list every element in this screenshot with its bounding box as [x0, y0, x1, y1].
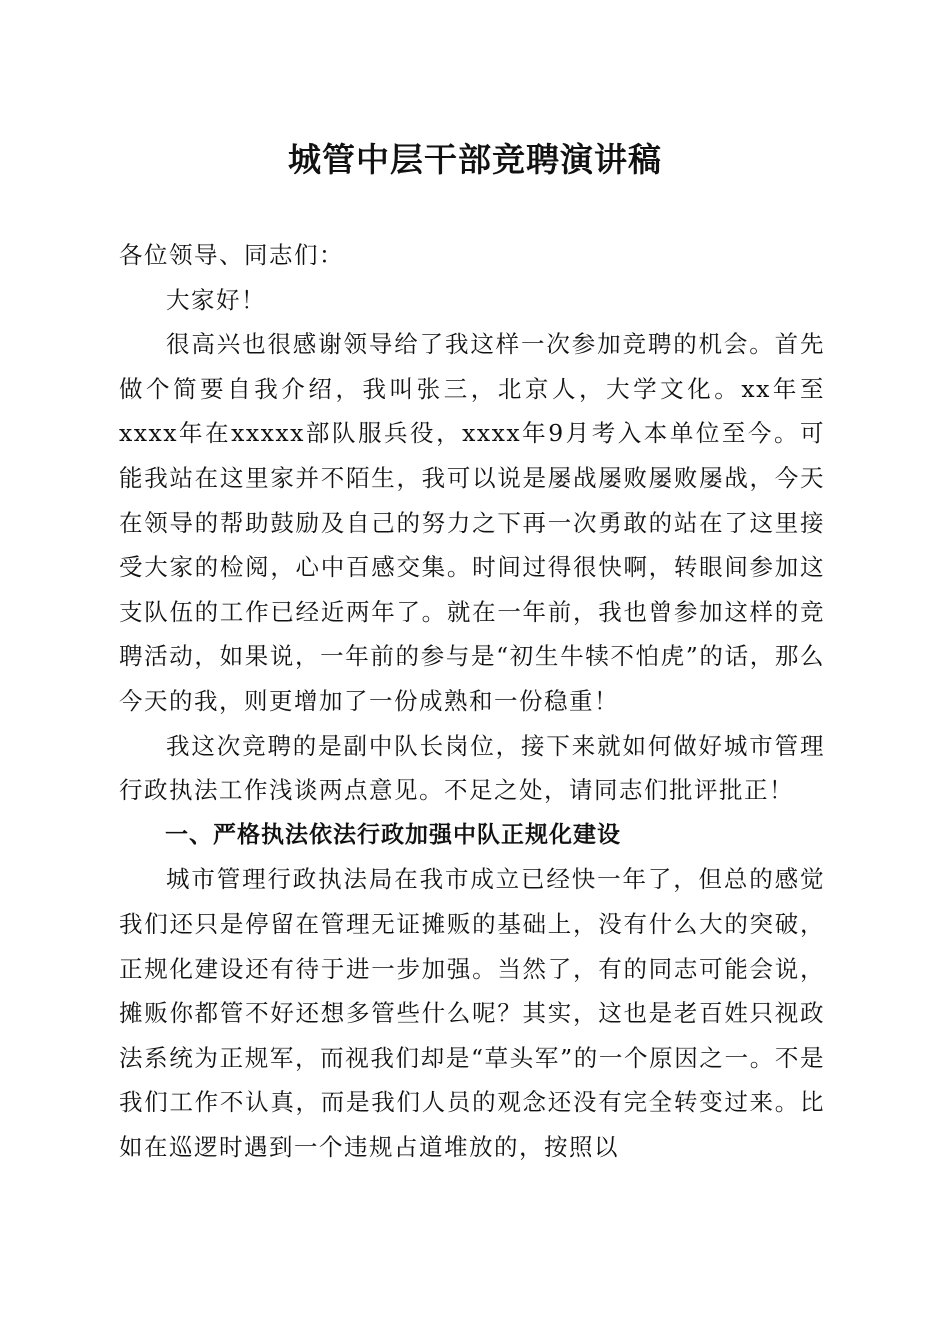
document-body: [119, 233, 825, 1169]
paragraph-intro: 很高兴也很感谢领导给了我这样一次参加竞聘的机会。首先做个简要自我介绍，我叫张三，北京人，大学文化。xx年至xxxx年在xxxxx部队服兵役，xxxx年9月考入本单位至今。可能我站在这里家并不陌生，我可以说是屡战屡败屡败屡战，今天在领导的帮助鼓励及自己的努力之下再一次勇敢的站在了这里接受大家的检阅，心中百感交集。时间过得很快啊，转眼间参加这支队伍的工作已经近两年了。就在一年前，我也曾参加这样的竞聘活动，如果说，一年前的参与是“初生牛犊不怕虎”的话，那么今天的我，则更增加了一份成熟和一份稳重！: [119, 330, 825, 715]
document-title: 城管中层干部竞聘演讲稿: [288, 140, 662, 179]
section-paragraph: 城市管理行政执法局在我市成立已经快一年了，但总的感觉我们还只是停留在管理无证摊贩的基础上，没有什么大的突破，正规化建设还有待于进一步加强。当然了，有的同志可能会说，摊贩你都管不好还想多管些什么呢？其实，这也是老百姓只视政法系统为正规军，而视我们却是“草头军”的一个原因之一。不是我们工作不认真，而是我们人员的观念还没有完全转变过来。比如在巡逻时遇到一个违规占道堆放的，按照以: [119, 865, 825, 1161]
section-heading: 一、严格执法依法行政加强中队正规化建设: [165, 821, 621, 848]
salutation: 各位领导、同志们：: [119, 241, 344, 269]
greeting: 大家好！: [166, 285, 266, 314]
paragraph-position: 我这次竞聘的是副中队长岗位，接下来就如何做好城市管理行政执法工作浅谈两点意见。不足之处，请同志们批评批正！: [119, 731, 825, 805]
